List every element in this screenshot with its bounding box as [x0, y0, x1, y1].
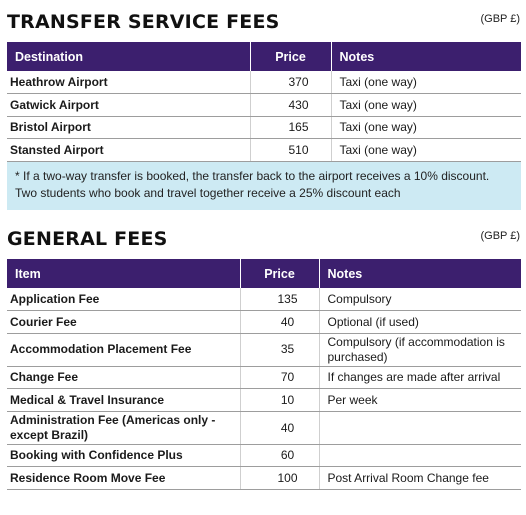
price-cell: 40: [240, 311, 319, 334]
price-cell: 370: [250, 71, 331, 94]
price-cell: 35: [240, 333, 319, 366]
table-row: [7, 94, 521, 117]
transfer-currency: (GBP £): [480, 13, 520, 25]
notes-cell: If changes are made after arrival: [319, 366, 521, 389]
column-header-price: Price: [240, 259, 319, 288]
price-cell: 60: [240, 444, 319, 467]
item-cell: Medical & Travel Insurance: [7, 389, 240, 412]
column-header-notes: Notes: [331, 42, 521, 71]
table-header-row: [7, 259, 521, 288]
transfer-title: TRANSFER SERVICE FEES: [7, 11, 280, 33]
table-row: [7, 311, 521, 334]
notes-cell: Compulsory (if accommodation is purchased): [319, 333, 521, 366]
notes-cell: [319, 444, 521, 467]
price-cell: 510: [250, 139, 331, 162]
column-header-price: Price: [250, 42, 331, 71]
price-cell: 100: [240, 467, 319, 490]
transfer-section-header: [7, 11, 520, 39]
item-cell: Courier Fee: [7, 311, 240, 334]
general-fees-table: [7, 259, 521, 490]
table-row: [7, 71, 521, 94]
notes-cell: Taxi (one way): [331, 116, 521, 139]
general-title: GENERAL FEES: [7, 228, 168, 250]
price-cell: 40: [240, 411, 319, 444]
table-row: [7, 116, 521, 139]
table-row: [7, 411, 521, 444]
notes-cell: Taxi (one way): [331, 139, 521, 162]
notes-cell: Per week: [319, 389, 521, 412]
destination-cell: Stansted Airport: [7, 139, 250, 162]
item-cell: Residence Room Move Fee: [7, 467, 240, 490]
notes-cell: Post Arrival Room Change fee: [319, 467, 521, 490]
column-header-destination: Destination: [7, 42, 250, 71]
item-cell: Administration Fee (Americas only - except Brazil): [7, 411, 240, 444]
general-currency: (GBP £): [480, 230, 520, 242]
transfer-discount-footnote: * If a two-way transfer is booked, the transfer back to the airport receives a 10% discount. Two students who book and travel together receive a 25% discount each: [7, 162, 521, 210]
table-row: [7, 139, 521, 162]
price-cell: 135: [240, 288, 319, 311]
general-section-header: [7, 228, 520, 256]
transfer-fees-table: [7, 42, 521, 162]
notes-cell: [319, 411, 521, 444]
item-cell: Application Fee: [7, 288, 240, 311]
price-cell: 70: [240, 366, 319, 389]
notes-cell: Optional (if used): [319, 311, 521, 334]
destination-cell: Gatwick Airport: [7, 94, 250, 117]
table-row: [7, 366, 521, 389]
price-cell: 430: [250, 94, 331, 117]
notes-cell: Compulsory: [319, 288, 521, 311]
table-row: [7, 444, 521, 467]
destination-cell: Heathrow Airport: [7, 71, 250, 94]
notes-cell: Taxi (one way): [331, 71, 521, 94]
price-cell: 165: [250, 116, 331, 139]
price-cell: 10: [240, 389, 319, 412]
item-cell: Change Fee: [7, 366, 240, 389]
table-header-row: [7, 42, 521, 71]
column-header-item: Item: [7, 259, 240, 288]
notes-cell: Taxi (one way): [331, 94, 521, 117]
table-row: [7, 467, 521, 490]
column-header-notes: Notes: [319, 259, 521, 288]
table-row: [7, 288, 521, 311]
table-row: [7, 333, 521, 366]
item-cell: Accommodation Placement Fee: [7, 333, 240, 366]
destination-cell: Bristol Airport: [7, 116, 250, 139]
item-cell: Booking with Confidence Plus: [7, 444, 240, 467]
table-row: [7, 389, 521, 412]
